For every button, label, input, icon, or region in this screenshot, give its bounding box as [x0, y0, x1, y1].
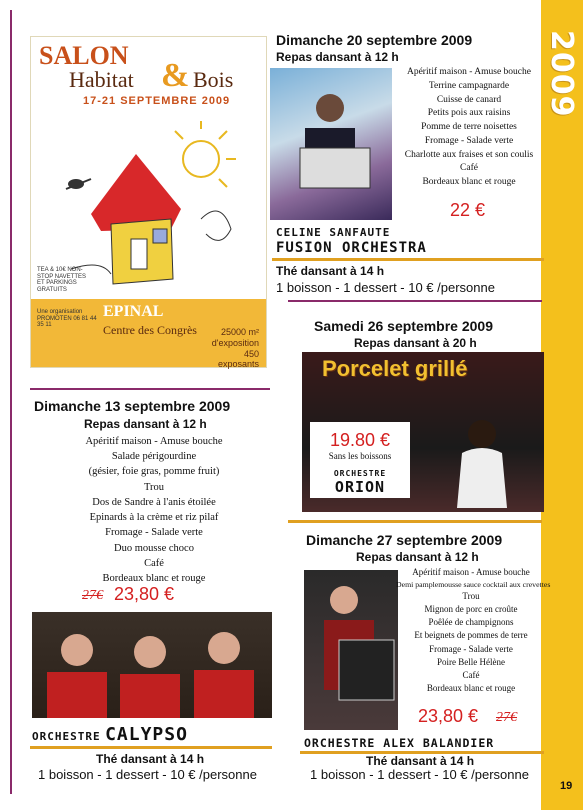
- sep13-menu: [36, 434, 272, 586]
- menu-item: Dos de Sandre à l'anis étoilée: [92, 496, 216, 508]
- ad-city: EPINAL: [103, 303, 164, 320]
- divider: [30, 388, 270, 390]
- menu-item: Apéritif maison - Amuse bouche: [412, 567, 530, 577]
- ad-surface: [201, 327, 259, 370]
- calypso-photo: [32, 612, 272, 718]
- sep26-meal: Repas dansant à 20 h: [354, 336, 477, 350]
- accordion-player-icon: [270, 68, 392, 220]
- menu-item: Bordeaux blanc et rouge: [422, 177, 516, 188]
- sep13-date: Dimanche 13 septembre 2009: [34, 398, 231, 414]
- sep13-the-dansant: Thé dansant à 14 h: [96, 752, 205, 766]
- sep27-tarif: 1 boisson - 1 dessert - 10 € /personne: [310, 767, 529, 782]
- accordionist-photo-icon: [304, 570, 398, 730]
- menu-item: Salade périgourdine: [111, 451, 197, 463]
- sep27-menu: [396, 566, 551, 695]
- menu-item: Trou: [143, 481, 165, 493]
- divider: [288, 300, 542, 302]
- menu-item: Demi pamplemousse sauce cocktail aux crevettes: [396, 580, 551, 590]
- sep20-the-dansant: Thé dansant à 14 h: [276, 264, 385, 278]
- sep26-price: 19.80 €: [329, 430, 391, 450]
- sep20-artist: CELINE SANFAUTE: [276, 226, 391, 239]
- menu-item: Duo mousse choco: [114, 542, 194, 554]
- sep27-old-price: 27€: [496, 710, 517, 725]
- menu-item: Café: [144, 557, 164, 569]
- menu-item: Bordeaux blanc et rouge: [426, 682, 516, 693]
- menu-item: Trou: [462, 591, 480, 602]
- sep13-price: 23,80 €: [114, 584, 175, 604]
- menu-item: Bordeaux blanc et rouge: [102, 572, 206, 584]
- sep13-orch-label: ORCHESTRE: [32, 730, 101, 743]
- menu-item: Apéritif maison - Amuse bouche: [85, 436, 223, 447]
- sep13-orch-name: CALYPSO: [105, 724, 188, 745]
- menu-item: Poire Belle Hélène: [437, 656, 505, 667]
- salon-habitat-bois-ad: [30, 36, 267, 368]
- house-drawing-illustration: [61, 119, 241, 289]
- menu-item: Charlotte aux fraises et son coulis: [404, 149, 534, 160]
- sep13-meal: Repas dansant à 12 h: [84, 417, 207, 431]
- sep20-tarif: 1 boisson - 1 dessert - 10 € /personne: [276, 280, 495, 295]
- alex-balandier-photo: [304, 570, 398, 730]
- sep13-orchestra: [32, 724, 188, 745]
- ad-left-note: TEA & 10€ NON-STOP NAVETTES ET PARKINGS GRATUITS: [37, 267, 87, 293]
- sep20-price: 22 €: [450, 200, 486, 220]
- ad-salon: SALON: [39, 41, 129, 70]
- sep26-orch-label: ORCHESTRE: [333, 469, 387, 478]
- sep26-note: Sans les boissons: [328, 451, 392, 461]
- menu-item: Fromage - Salade verte: [424, 135, 514, 146]
- menu-item: Poêlée de champignons: [428, 617, 514, 628]
- menu-item: Terrine campagnarde: [428, 80, 510, 91]
- ad-exhibitors: 450 exposants: [217, 348, 259, 370]
- menu-item: Fromage - Salade verte: [105, 527, 203, 539]
- porcelet-grille-panel: [302, 352, 544, 512]
- menu-item: Apéritif maison - Amuse bouche: [406, 67, 531, 77]
- divider: [288, 520, 542, 523]
- singer-photo-icon: [432, 408, 532, 508]
- ad-bois: Bois: [193, 67, 234, 92]
- sep27-orchestra: ORCHESTRE ALEX BALANDIER: [304, 736, 495, 750]
- ad-venue: Centre des Congrès: [103, 323, 197, 337]
- sep27-price: 23,80 €: [418, 706, 479, 726]
- menu-item: Epinards à la crème et riz pilaf: [89, 512, 219, 524]
- menu-item: Cuisse de canard: [436, 94, 502, 105]
- ad-habitat: Habitat: [69, 67, 134, 92]
- sep20-orchestra: FUSION ORCHESTRA: [276, 240, 427, 256]
- sep13-tarif: 1 boisson - 1 dessert - 10 € /personne: [38, 767, 257, 782]
- menu-item: Café: [460, 163, 478, 174]
- menu-item: Café: [462, 669, 480, 680]
- sep27-the-dansant: Thé dansant à 14 h: [366, 754, 475, 768]
- ad-organiser: Une organisation PROMOTEN 06 81 44 35 11: [37, 309, 97, 329]
- sep20-date: Dimanche 20 septembre 2009: [276, 32, 473, 48]
- ad-dates: 17-21 SEPTEMBRE 2009: [83, 95, 231, 107]
- sep26-orch-name: ORION: [334, 478, 386, 496]
- porcelet-title: Porcelet grillé: [322, 356, 468, 381]
- price-box: [310, 422, 410, 498]
- ad-surface-text: 25000 m² d'exposition: [211, 327, 259, 348]
- sep27-date: Dimanche 27 septembre 2009: [306, 532, 503, 548]
- divider: [30, 746, 272, 749]
- menu-item: Et beignets de pommes de terre: [414, 630, 528, 641]
- sep20-menu: [396, 66, 542, 190]
- page-number: 19: [560, 780, 573, 792]
- year-sidebar: [541, 0, 583, 810]
- menu-item: Mignon de porc en croûte: [424, 604, 518, 615]
- year-label: 2009: [544, 30, 579, 118]
- celine-sanfaute-photo: [270, 68, 392, 220]
- menu-item: Pomme de terre noisettes: [421, 122, 517, 133]
- menu-item: Fromage - Salade verte: [429, 643, 513, 654]
- sep26-date: Samedi 26 septembre 2009: [314, 318, 493, 334]
- sep13-old-price: 27€: [82, 588, 103, 603]
- divider: [272, 258, 544, 261]
- menu-item: (gésier, foie gras, pomme fruit): [88, 466, 220, 478]
- sep20-meal: Repas dansant à 12 h: [276, 50, 399, 64]
- sep27-meal: Repas dansant à 12 h: [356, 550, 479, 564]
- three-men-photo-icon: [32, 612, 272, 718]
- ad-ampersand: &: [161, 57, 190, 94]
- menu-item: Petits pois aux raisins: [427, 108, 511, 119]
